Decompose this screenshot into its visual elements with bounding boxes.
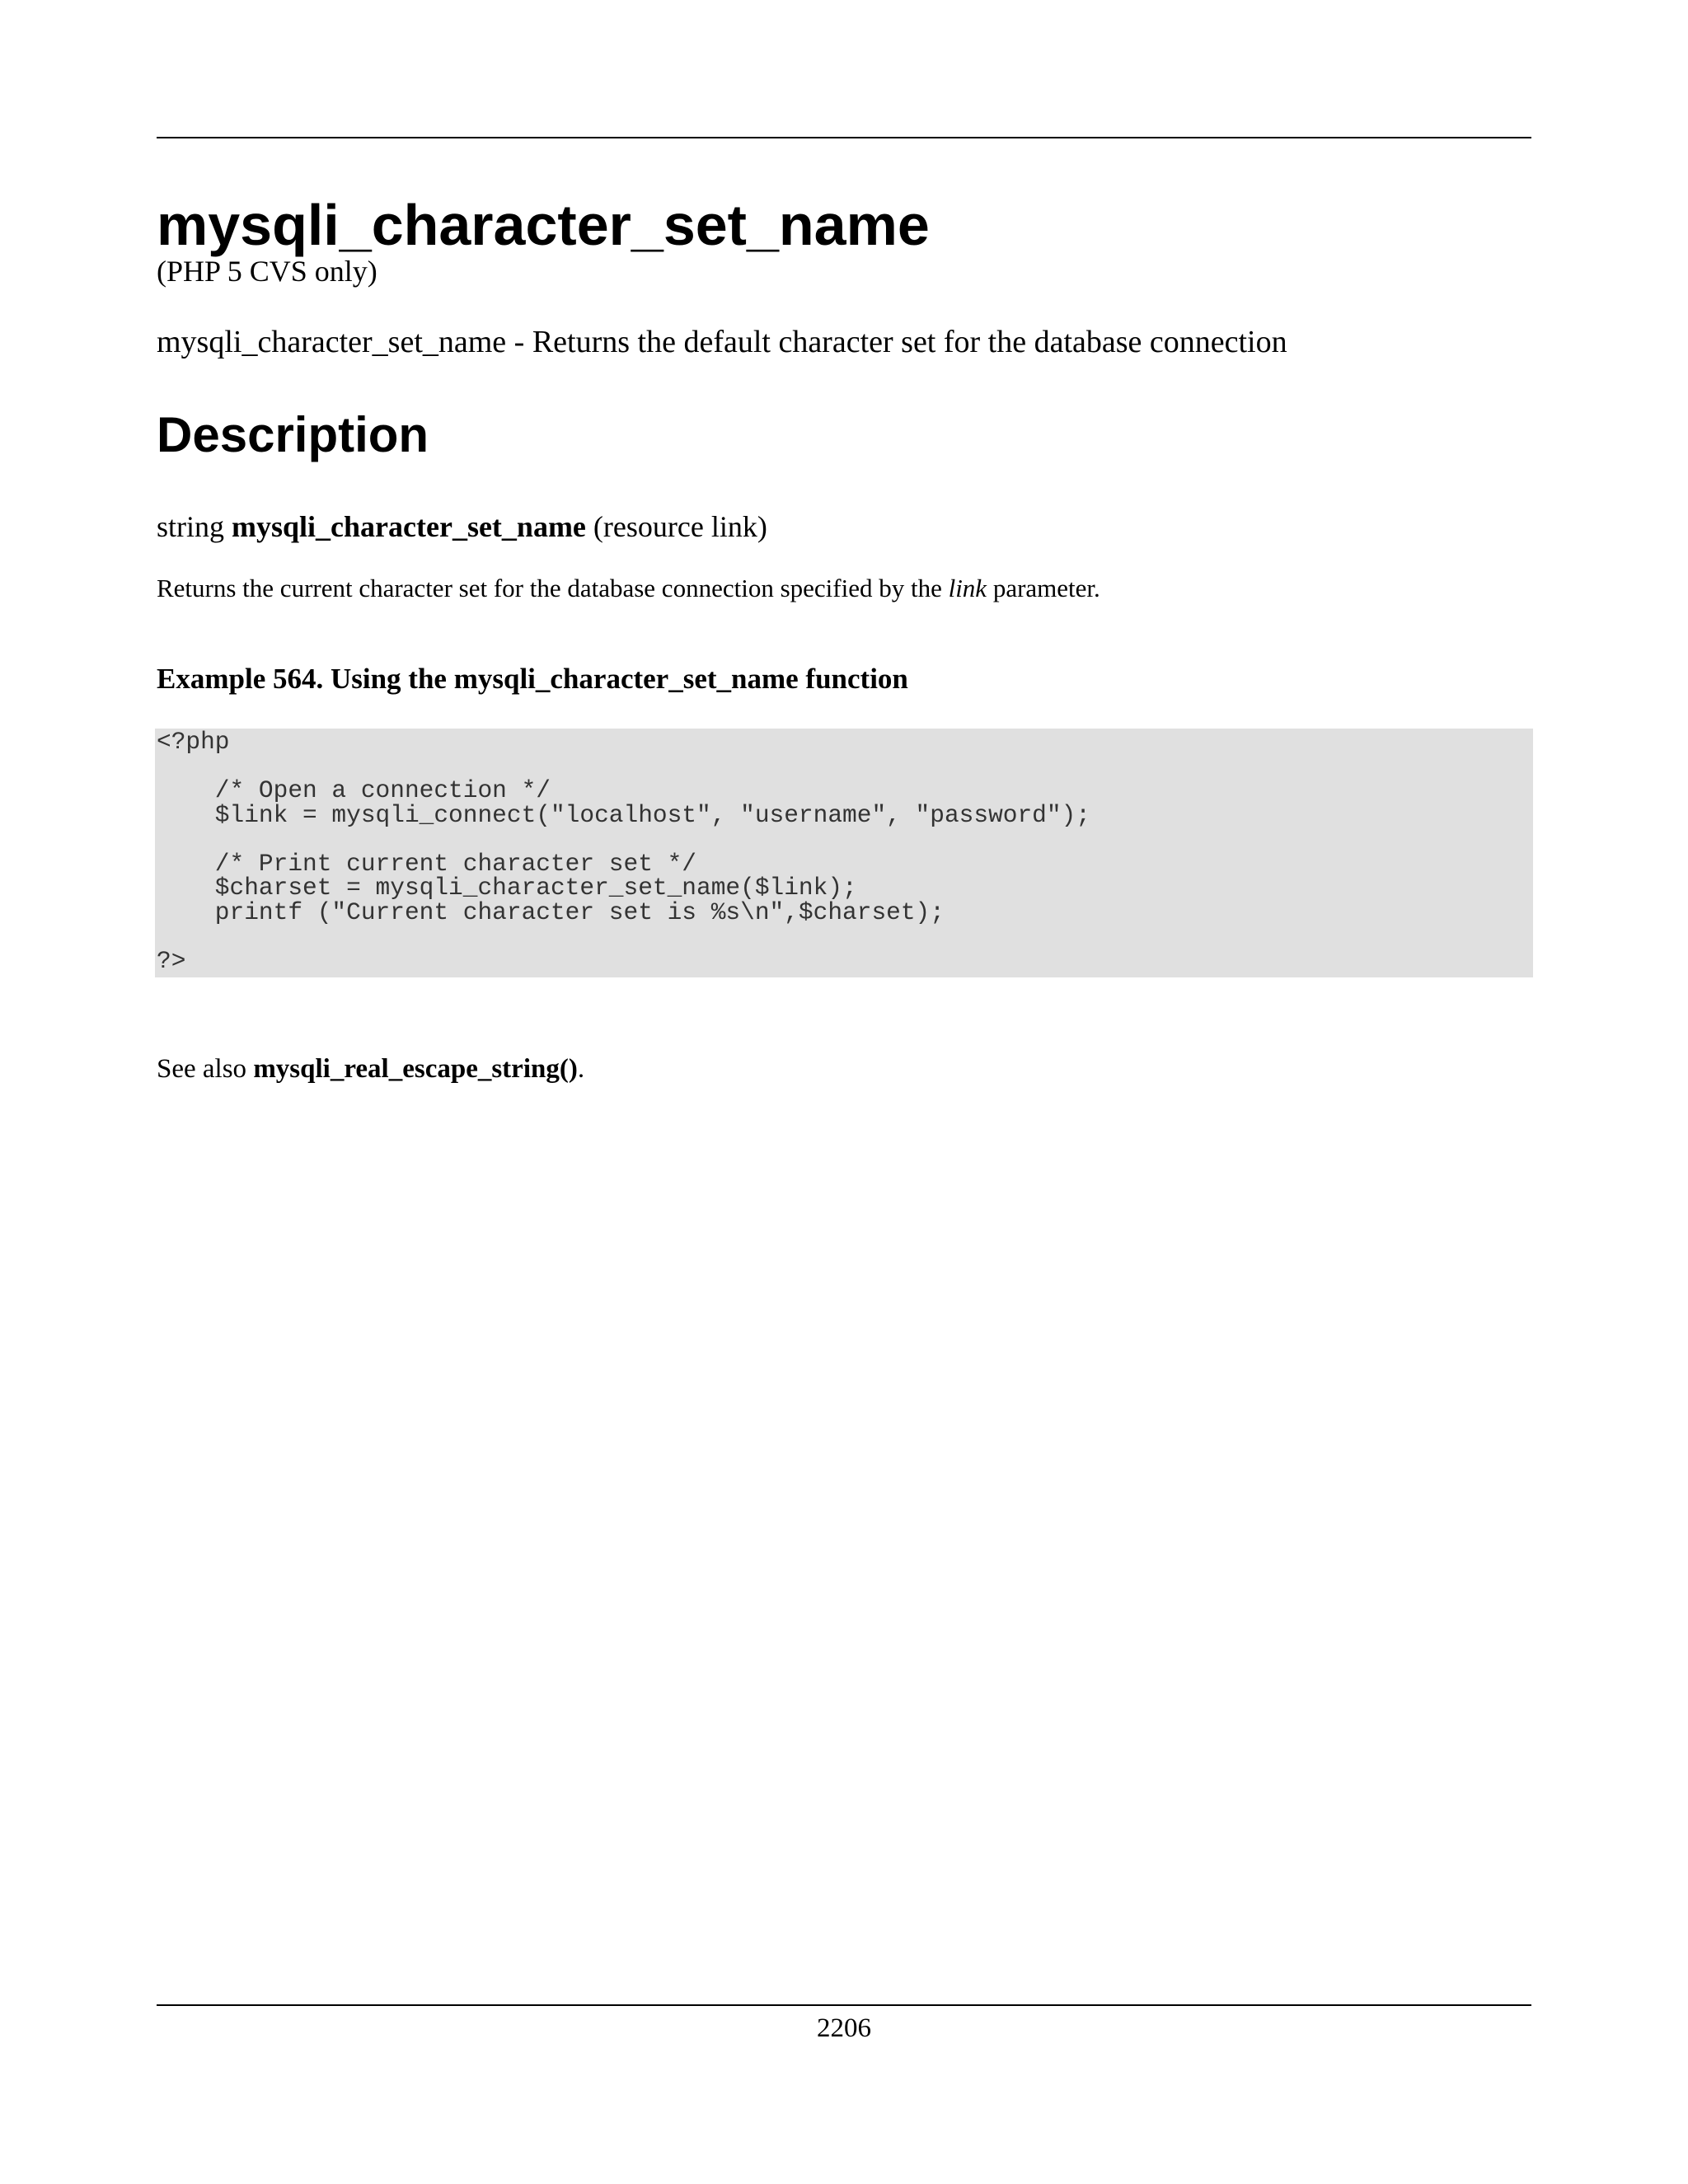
code-listing: <?php /* Open a connection */ $link = mysqli_connect("localhost", "username", "password"); /* Print current character set */ $charset = mysqli_character_set_name($link); printf ("Current character set is %s\n",$charset); ?> — [157, 728, 1090, 975]
para-text-before: Returns the current character set for the database connection specified by the — [157, 574, 949, 602]
example-title: Example 564. Using the mysqli_character_set_name function — [157, 663, 908, 695]
param-name: link — [948, 574, 987, 602]
see-also-link[interactable]: mysqli_real_escape_string() — [253, 1054, 578, 1084]
page-title: mysqli_character_set_name — [157, 193, 930, 257]
description-heading: Description — [157, 407, 429, 462]
footer-rule — [157, 2004, 1531, 2006]
version-note: (PHP 5 CVS only) — [157, 255, 377, 288]
see-also-prefix: See also — [157, 1054, 254, 1084]
return-type: string — [157, 510, 225, 543]
description-paragraph — [157, 572, 1100, 605]
function-synopsis — [157, 508, 767, 546]
ref-purpose: mysqli_character_set_name - Returns the default character set for the database connection — [157, 325, 1287, 359]
header-rule — [157, 137, 1531, 138]
function-params: (resource link) — [593, 510, 767, 543]
function-name: mysqli_character_set_name — [232, 510, 586, 543]
para-text-after: parameter. — [987, 574, 1100, 602]
page-number: 2206 — [817, 2013, 871, 2043]
see-also-suffix: . — [577, 1054, 585, 1084]
see-also — [157, 1052, 584, 1086]
